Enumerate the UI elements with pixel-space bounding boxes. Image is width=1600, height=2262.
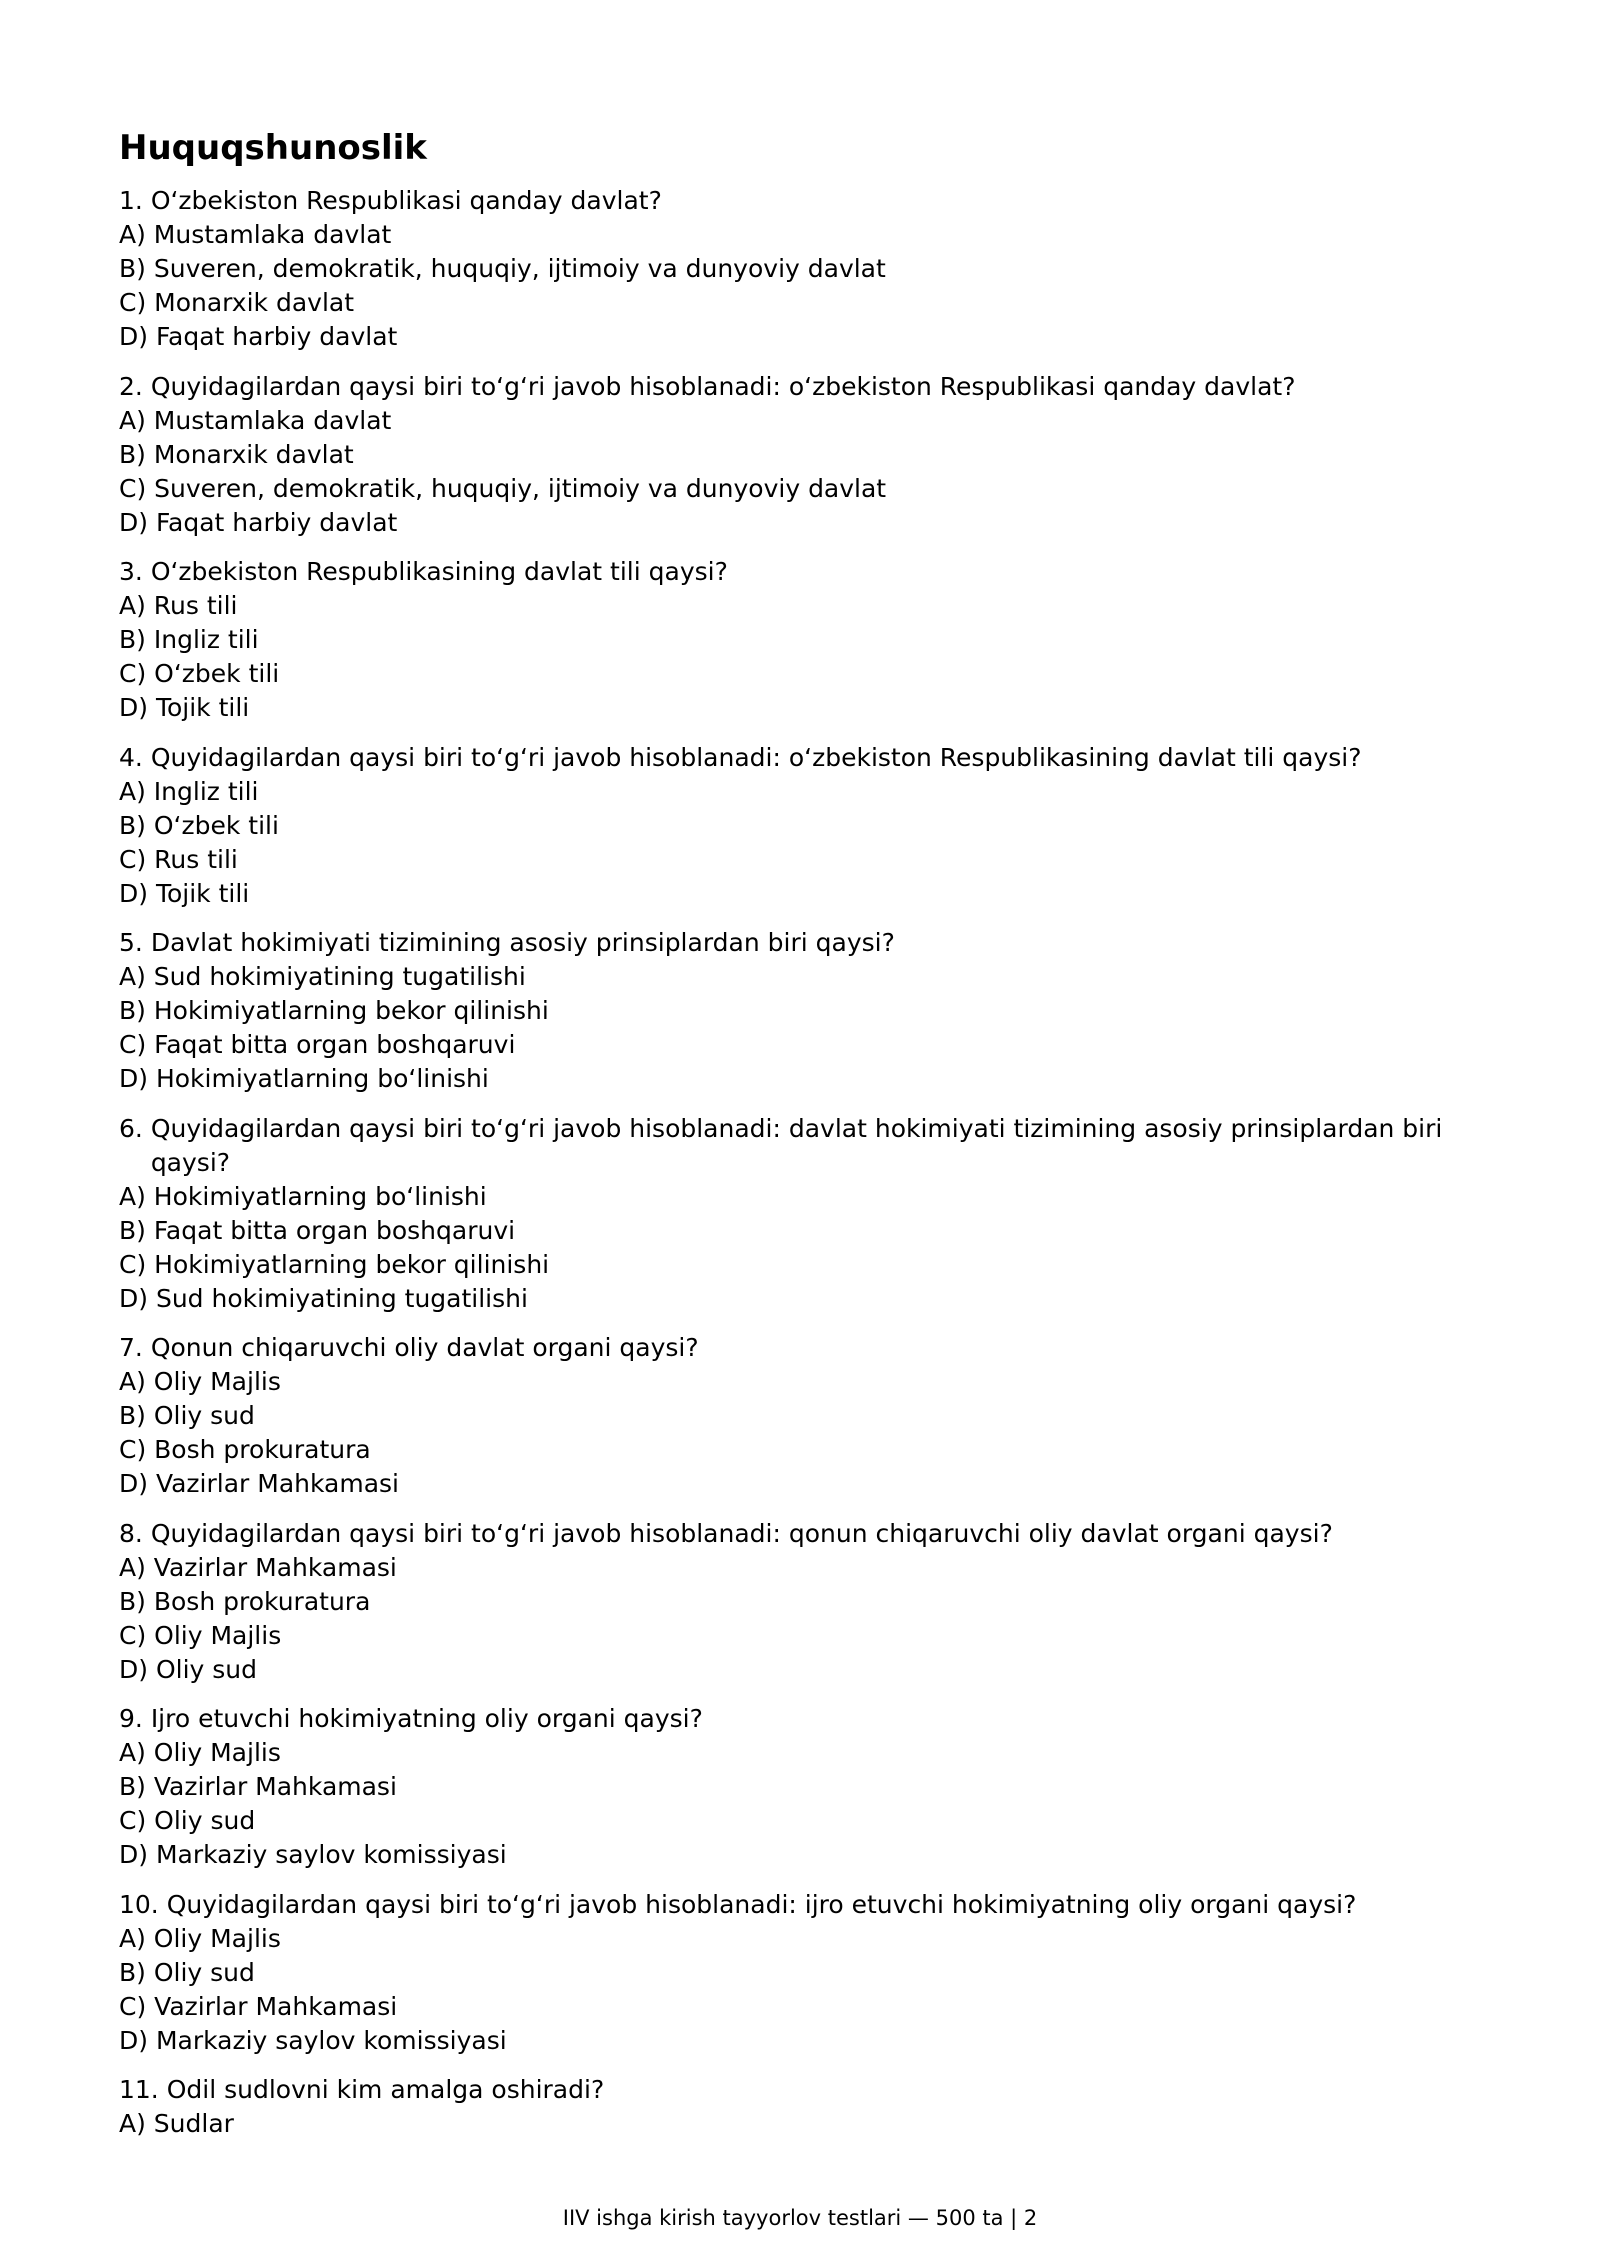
answer-option: C) Bosh prokuratura [119,1435,371,1464]
answer-option: B) Oliy sud [119,1401,255,1430]
question-number: 3. [119,557,143,586]
answer-option: B) Monarxik davlat [119,439,354,469]
page-title: Huquqshunoslik [119,128,427,168]
answer-option: D) Faqat harbiy davlat [119,322,398,351]
question-list [119,184,1459,2141]
question-text [119,926,1459,960]
answer-option: A) Oliy Majlis [119,1738,281,1767]
question-block [119,2073,1459,2141]
question-block [119,184,1459,354]
question-text [119,555,1459,589]
question-block [119,555,1459,725]
answer-option: C) Vazirlar Mahkamasi [119,1991,398,2021]
question-number: 10. [119,1889,159,1919]
answer-option: B) Suveren, demokratik, huquqiy, ijtimoiy va dunyoviy davlat [119,254,886,283]
question-number: 2. [119,371,143,401]
question-text [119,1702,1459,1736]
question-prompt: Quyidagilardan qaysi biri to‘g‘ri javob hisoblanadi: davlat hokimiyati tizimining asosiy prinsiplardan biri qaysi? [150,1113,1443,1177]
answer-option: C) Faqat bitta organ boshqaruvi [119,1030,516,1059]
answer-option: B) Bosh prokuratura [119,1586,371,1616]
answer-option: A) Hokimiyatlarning bo‘linishi [119,1181,487,1211]
question-prompt: Qonun chiqaruvchi oliy davlat organi qaysi? [150,1333,699,1362]
question-number: 1. [119,186,143,215]
answer-option: D) Markaziy saylov komissiyasi [119,2025,507,2055]
document-page [119,128,1459,2157]
answer-option: D) Vazirlar Mahkamasi [119,1469,400,1498]
answer-option: A) Sudlar [119,2109,234,2138]
answer-option: D) Markaziy saylov komissiyasi [119,1840,507,1869]
question-number: 6. [119,1113,143,1143]
answer-option: C) Suveren, demokratik, huquqiy, ijtimoiy va dunyoviy davlat [119,473,887,503]
question-text [119,1888,1459,1922]
question-number: 8. [119,1518,143,1548]
answer-option: D) Hokimiyatlarning bo‘linishi [119,1064,489,1093]
answer-option: A) Vazirlar Mahkamasi [119,1552,397,1582]
question-text [119,184,1459,218]
answer-option: D) Tojik tili [119,878,250,908]
question-block [119,1888,1459,2058]
answer-option: A) Sud hokimiyatining tugatilishi [119,962,526,991]
answer-option: A) Mustamlaka davlat [119,405,392,435]
answer-option: A) Rus tili [119,591,238,620]
question-prompt: Odil sudlovni kim amalga oshiradi? [166,2075,605,2104]
answer-option: D) Oliy sud [119,1654,258,1684]
question-text [119,2073,1459,2107]
question-text [119,741,1459,775]
question-block [119,1112,1459,1316]
answer-option: D) Tojik tili [119,693,250,722]
question-number: 4. [119,742,143,772]
answer-option: D) Faqat harbiy davlat [119,507,398,537]
answer-option: B) O‘zbek tili [119,810,279,840]
question-number: 5. [119,928,143,957]
question-block [119,1331,1459,1501]
answer-option: B) Oliy sud [119,1957,255,1987]
answer-option: D) Sud hokimiyatining tugatilishi [119,1283,528,1313]
question-text [119,1112,1459,1180]
answer-option: C) Oliy Majlis [119,1620,282,1650]
answer-option: C) Oliy sud [119,1806,256,1835]
question-prompt: Davlat hokimiyati tizimining asosiy prinsiplardan biri qaysi? [150,928,895,957]
question-text [119,1331,1459,1365]
answer-option: C) Monarxik davlat [119,288,355,317]
question-prompt: Quyidagilardan qaysi biri to‘g‘ri javob hisoblanadi: ijro etuvchi hokimiyatning oliy organi qaysi? [166,1889,1357,1919]
question-number: 11. [119,2075,159,2104]
question-prompt: Ijro etuvchi hokimiyatning oliy organi qaysi? [150,1704,703,1733]
question-prompt: O‘zbekiston Respublikasi qanday davlat? [150,186,662,215]
question-block [119,1517,1459,1687]
answer-option: C) Hokimiyatlarning bekor qilinishi [119,1249,550,1279]
question-prompt: Quyidagilardan qaysi biri to‘g‘ri javob hisoblanadi: qonun chiqaruvchi oliy davlat organi qaysi? [150,1518,1333,1548]
answer-option: C) Rus tili [119,844,238,874]
answer-option: B) Ingliz tili [119,625,259,654]
answer-option: A) Ingliz tili [119,776,259,806]
answer-option: A) Oliy Majlis [119,1367,281,1396]
question-number: 9. [119,1704,143,1733]
question-number: 7. [119,1333,143,1362]
answer-option: A) Mustamlaka davlat [119,220,392,249]
question-block [119,1702,1459,1872]
answer-option: B) Vazirlar Mahkamasi [119,1772,397,1801]
question-block [119,741,1459,911]
answer-option: B) Hokimiyatlarning bekor qilinishi [119,996,549,1025]
question-block [119,926,1459,1096]
answer-option: B) Faqat bitta organ boshqaruvi [119,1215,516,1245]
question-text [119,370,1459,404]
question-text [119,1517,1459,1551]
question-prompt: Quyidagilardan qaysi biri to‘g‘ri javob hisoblanadi: o‘zbekiston Respublikasi qanday davlat? [150,371,1296,401]
page-footer: IIV ishga kirish tayyorlov testlari — 500 ta | 2 [562,2206,1038,2230]
answer-option: C) O‘zbek tili [119,659,280,688]
answer-option: A) Oliy Majlis [119,1923,281,1953]
question-prompt: O‘zbekiston Respublikasining davlat tili qaysi? [150,557,728,586]
question-block [119,370,1459,540]
question-prompt: Quyidagilardan qaysi biri to‘g‘ri javob hisoblanadi: o‘zbekiston Respublikasining davlat tili qaysi? [150,742,1362,772]
